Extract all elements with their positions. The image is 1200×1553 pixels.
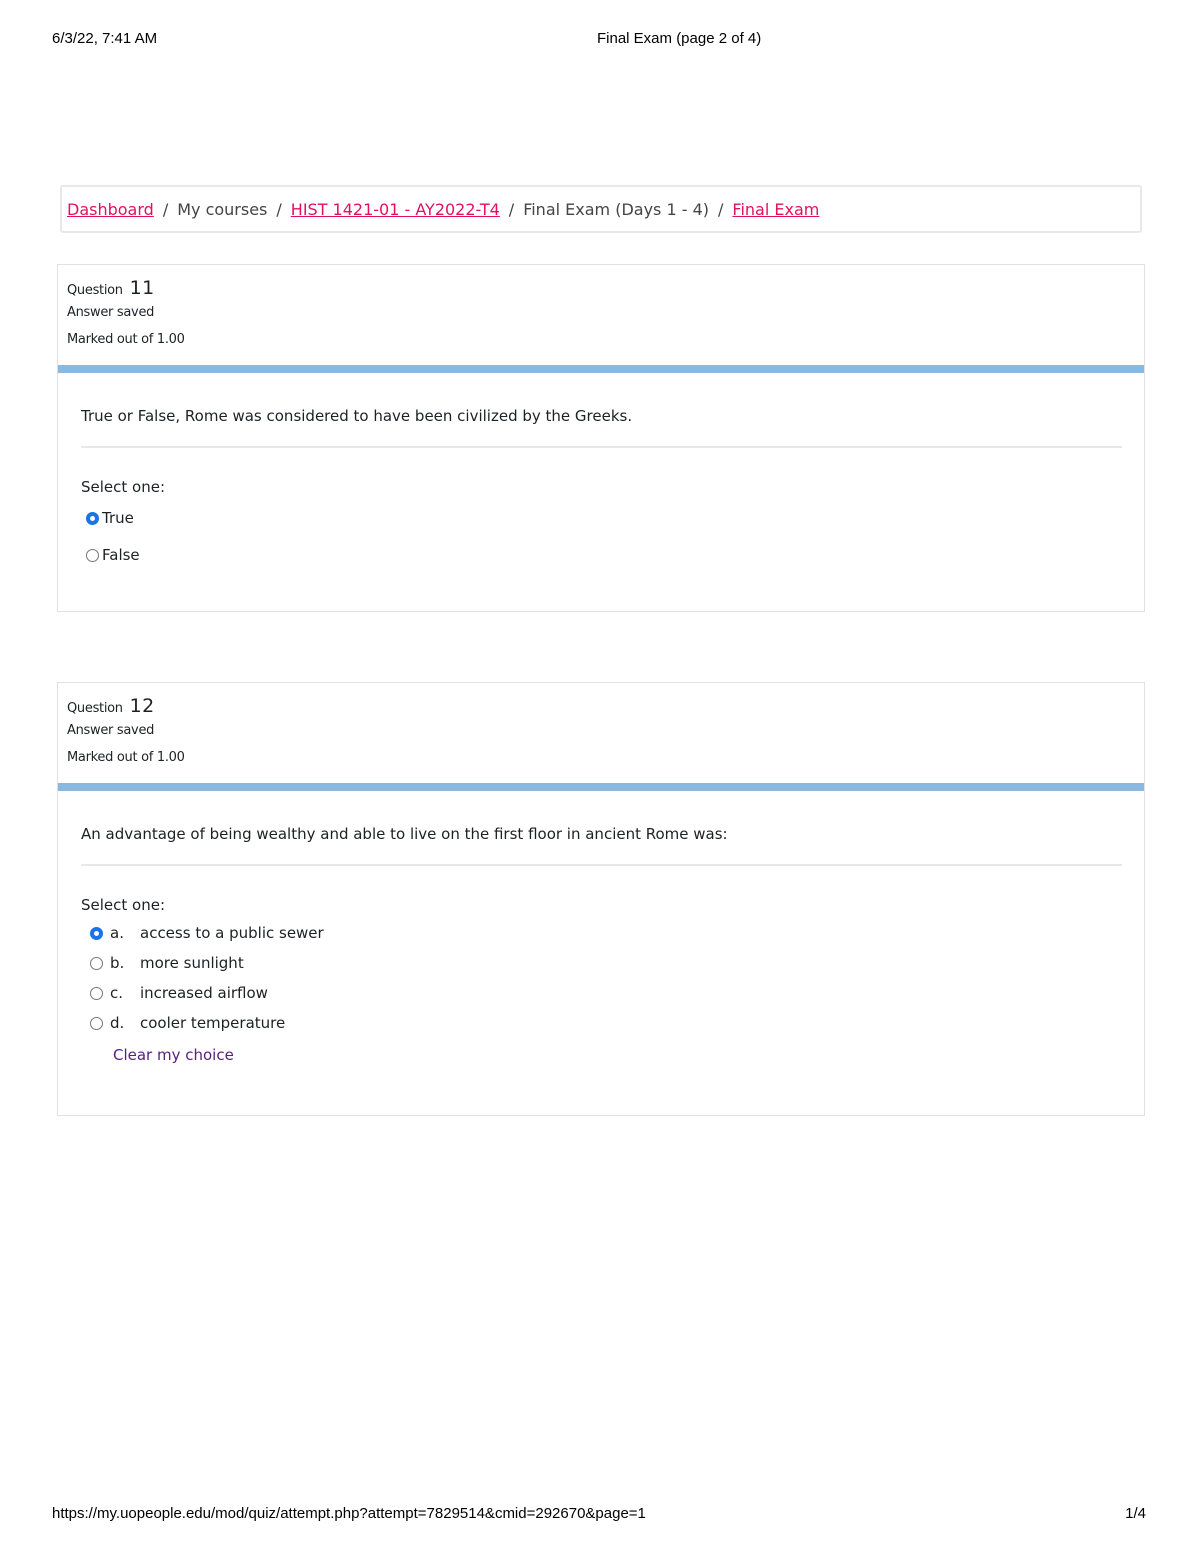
- question-number: 11: [129, 277, 155, 299]
- question-12: [57, 682, 1145, 1116]
- breadcrumb-separator: /: [162, 199, 169, 219]
- option-letter: a.: [110, 924, 124, 942]
- radio-unselected-icon[interactable]: [90, 1017, 103, 1030]
- option-letter: c.: [110, 984, 124, 1002]
- question-info: [58, 683, 1144, 783]
- option-c[interactable]: [90, 984, 1122, 1002]
- question-text: True or False, Rome was considered to have been civilized by the Greeks.: [81, 373, 1122, 448]
- print-footer: [0, 1505, 1200, 1525]
- breadcrumb-my-courses: My courses: [177, 199, 268, 219]
- select-one-prompt: Select one:: [81, 478, 166, 496]
- option-true[interactable]: [86, 509, 1122, 527]
- option-d[interactable]: [90, 1014, 1122, 1032]
- question-state: Answer saved: [67, 305, 155, 320]
- option-label: True: [102, 509, 134, 527]
- print-page-number: 1/4: [1125, 1505, 1146, 1522]
- question-11: [57, 264, 1145, 612]
- question-state: Answer saved: [67, 723, 155, 738]
- option-b[interactable]: [90, 954, 1122, 972]
- breadcrumb-separator: /: [508, 199, 515, 219]
- question-content-divider: [58, 365, 1144, 373]
- question-number: 12: [129, 695, 155, 717]
- question-content-divider: [58, 783, 1144, 791]
- select-one-prompt: Select one:: [81, 896, 166, 914]
- option-label: increased airflow: [140, 984, 268, 1002]
- option-letter: d.: [110, 1014, 125, 1032]
- print-datetime: 6/3/22, 7:41 AM: [52, 30, 158, 47]
- radio-selected-icon[interactable]: [86, 512, 99, 525]
- breadcrumb-section: Final Exam (Days 1 - 4): [523, 199, 710, 219]
- option-label: cooler temperature: [140, 1014, 286, 1032]
- question-label: Question: [67, 701, 123, 716]
- print-page-title: Final Exam (page 2 of 4): [597, 30, 762, 47]
- breadcrumb-course-link[interactable]: HIST 1421-01 - AY2022-T4: [290, 199, 500, 219]
- radio-unselected-icon[interactable]: [86, 549, 99, 562]
- question-grade: Marked out of 1.00: [67, 332, 185, 347]
- radio-unselected-icon[interactable]: [90, 987, 103, 1000]
- option-false[interactable]: [86, 546, 1122, 564]
- radio-unselected-icon[interactable]: [90, 957, 103, 970]
- breadcrumb-separator: /: [276, 199, 282, 219]
- radio-selected-icon[interactable]: [90, 927, 103, 940]
- question-number-line: [67, 695, 1144, 717]
- question-info: [58, 265, 1144, 365]
- option-label: more sunlight: [140, 954, 244, 972]
- breadcrumb-separator: /: [718, 199, 724, 219]
- breadcrumb: [60, 185, 1142, 233]
- question-formulation: [58, 791, 1144, 1065]
- question-label: Question: [67, 283, 123, 298]
- question-text: An advantage of being wealthy and able to live on the first floor in ancient Rome was:: [81, 791, 1122, 866]
- option-letter: b.: [110, 954, 125, 972]
- breadcrumb-dashboard-link[interactable]: Dashboard: [67, 199, 154, 219]
- option-label: access to a public sewer: [140, 924, 324, 942]
- option-a[interactable]: [90, 924, 1122, 942]
- print-header: [0, 30, 1200, 50]
- option-label: False: [102, 546, 140, 564]
- question-grade: Marked out of 1.00: [67, 750, 185, 765]
- question-formulation: [58, 373, 1144, 564]
- clear-my-choice-link[interactable]: Clear my choice: [113, 1046, 234, 1064]
- breadcrumb-final-exam-link[interactable]: Final Exam: [732, 199, 820, 219]
- print-url: https://my.uopeople.edu/mod/quiz/attempt.php?attempt=7829514&cmid=292670&page=1: [52, 1505, 646, 1522]
- question-number-line: [67, 277, 1144, 299]
